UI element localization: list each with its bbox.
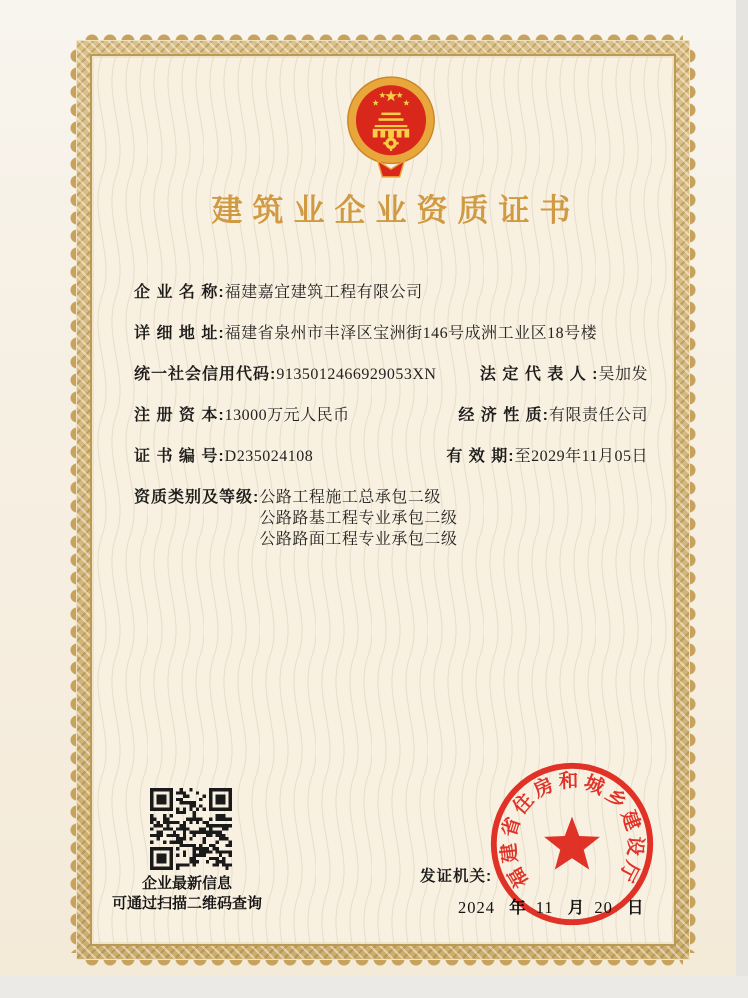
credit-code-label: 统一社会信用代码:: [134, 366, 277, 383]
validity-label: 有 效 期:: [446, 448, 515, 465]
field-cert-no-and-validity: [134, 446, 648, 467]
issue-day-unit: 日: [627, 899, 644, 917]
certificate: [76, 40, 690, 960]
legal-rep-label: 法 定 代 表 人 :: [479, 366, 599, 383]
company-name-label: 企 业 名 称:: [134, 284, 225, 301]
certificate-body: [90, 54, 676, 946]
qualification-item: 公路路面工程专业承包二级: [259, 531, 458, 548]
capital-label: 注 册 资 本:: [134, 407, 225, 424]
company-name-value: 福建嘉宜建筑工程有限公司: [224, 284, 423, 301]
national-emblem-icon: [343, 72, 439, 180]
field-qualifications: [134, 487, 648, 550]
validity-value: 至2029年11月05日: [514, 448, 648, 465]
nature-value: 有限责任公司: [548, 407, 648, 424]
seal-text: 福建省住房和城乡建设厅: [497, 770, 647, 892]
certificate-fields: [134, 282, 648, 550]
issue-day: 20: [594, 898, 613, 917]
qualifications-label: 资质类别及等级:: [134, 489, 260, 506]
photo-edge-bottom: [0, 976, 748, 998]
qr-caption-line1: 企业最新信息: [141, 875, 232, 892]
certificate-title: 建筑业企业资质证书: [211, 193, 581, 228]
field-capital-and-nature: [134, 405, 648, 426]
certificate-content: [92, 72, 674, 946]
qr-caption-line2: 可通过扫描二维码查询: [111, 895, 262, 912]
issue-month: 11: [535, 898, 554, 917]
issue-month-unit: 月: [567, 899, 585, 917]
photo-edge-right: [736, 0, 748, 998]
cert-no-value: D235024108: [224, 448, 314, 465]
field-credit-code-and-legal-rep: [134, 364, 648, 385]
gold-frame: [76, 40, 690, 960]
qualification-item: 公路路基工程专业承包二级: [259, 510, 458, 527]
field-address: [134, 323, 648, 344]
nature-label: 经 济 性 质:: [458, 407, 549, 424]
credit-code-value: 9135012466929053XN: [276, 366, 437, 383]
issue-year-unit: 年: [509, 899, 526, 917]
cert-no-label: 证 书 编 号:: [134, 448, 225, 465]
scallop-border-bottom: [83, 959, 683, 967]
scallop-border-right: [689, 47, 697, 953]
issue-year: 2024: [458, 898, 495, 917]
capital-value: 13000万元人民币: [224, 407, 350, 424]
issuer-label: 发证机关:: [420, 868, 493, 885]
address-label: 详 细 地 址:: [134, 325, 225, 342]
field-company-name: [134, 282, 648, 303]
qualifications-list: [259, 487, 457, 550]
address-value: 福建省泉州市丰泽区宝洲街146号成洲工业区18号楼: [224, 325, 598, 342]
legal-rep-value: 吴加发: [598, 366, 648, 383]
qualification-item: 公路工程施工总承包二级: [259, 489, 441, 506]
